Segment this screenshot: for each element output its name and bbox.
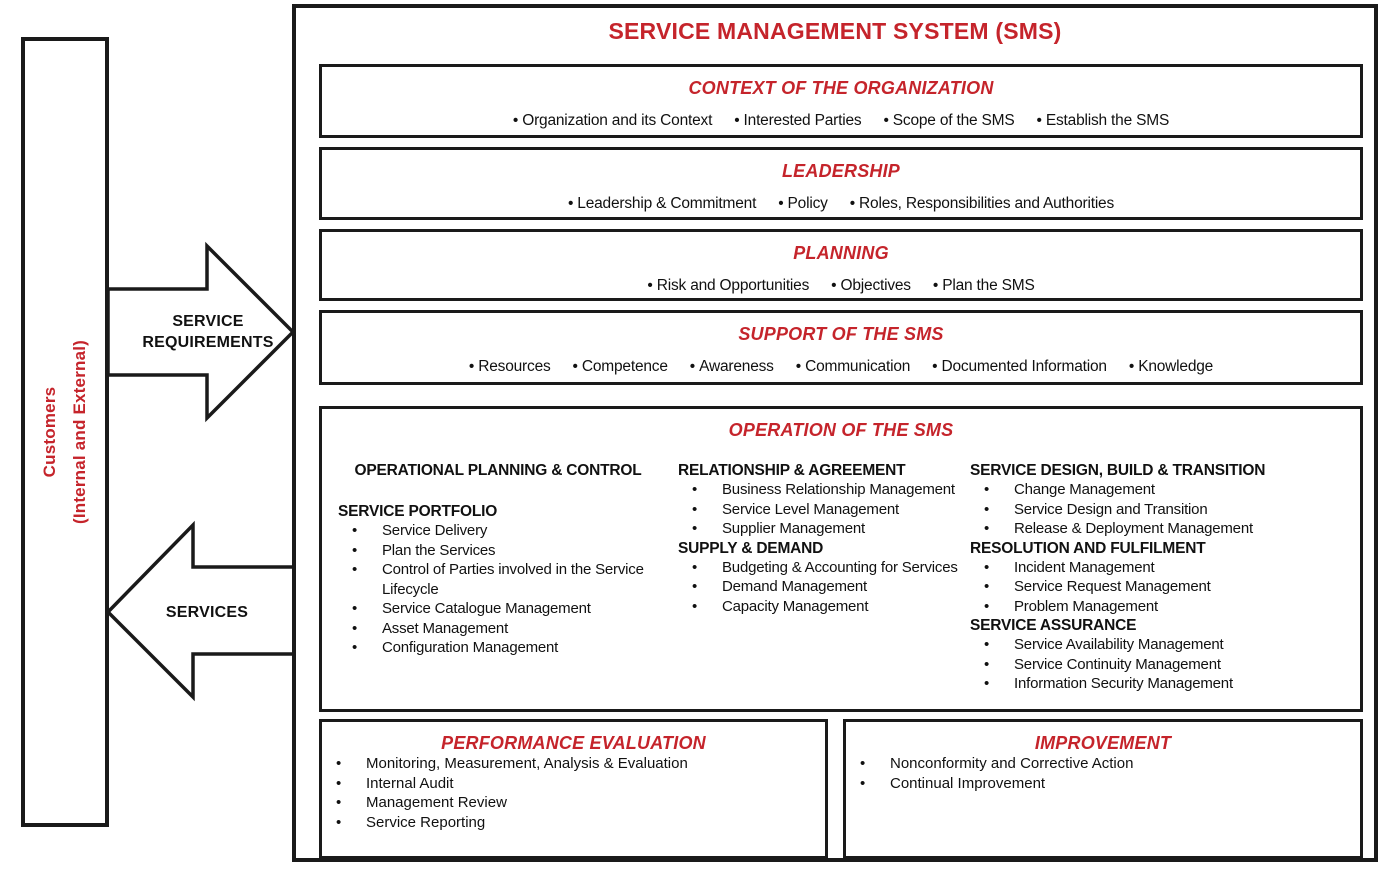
bullet-item: • Scope of the SMS xyxy=(883,112,1014,130)
section-planning-title: PLANNING xyxy=(793,243,889,263)
list-item: • Service Reporting xyxy=(322,813,825,833)
section-context-items xyxy=(322,112,1360,130)
list-item: • Nonconformity and Corrective Action xyxy=(846,754,1360,774)
list-item: • Service Delivery xyxy=(338,521,678,541)
list-item: • Service Availability Management xyxy=(970,635,1350,655)
list-item: • Monitoring, Measurement, Analysis & Evaluation xyxy=(322,754,825,774)
services-label xyxy=(127,602,287,623)
group-heading-relationship-agreement: RELATIONSHIP & AGREEMENT xyxy=(678,462,906,479)
bullet-item: • Awareness xyxy=(690,358,774,376)
section-context xyxy=(319,64,1363,138)
bullet-item: • Roles, Responsibilities and Authorities xyxy=(850,195,1114,213)
list-item: • Business Relationship Management xyxy=(678,480,970,500)
bullet-item: • Competence xyxy=(573,358,668,376)
service-design-list xyxy=(970,480,1350,539)
list-item: • Release & Deployment Management xyxy=(970,519,1350,539)
spacer xyxy=(338,480,678,502)
list-item: • Incident Management xyxy=(970,558,1350,578)
section-support xyxy=(319,310,1363,385)
section-improvement-title: IMPROVEMENT xyxy=(1034,733,1172,753)
list-item: • Change Management xyxy=(970,480,1350,500)
bullet-item: • Organization and its Context xyxy=(513,112,712,130)
group-heading-resolution-fulfilment: RESOLUTION AND FULFILMENT xyxy=(970,539,1206,557)
bullet-item: • Establish the SMS xyxy=(1037,112,1170,130)
list-item: • Service Catalogue Management xyxy=(338,599,678,619)
customers-label xyxy=(35,340,95,524)
section-improvement xyxy=(843,719,1363,859)
section-operation xyxy=(319,406,1363,712)
bullet-item: • Documented Information xyxy=(932,358,1107,376)
list-item: • Continual Improvement xyxy=(846,774,1360,794)
list-item: • Service Request Management xyxy=(970,577,1350,597)
relationship-agreement-list xyxy=(678,480,970,539)
list-item: • Demand Management xyxy=(678,577,970,597)
group-heading-operational-planning-control: OPERATIONAL PLANNING & CONTROL xyxy=(354,462,642,479)
section-performance-title: PERFORMANCE EVALUATION xyxy=(441,733,706,753)
service-requirements-line1: SERVICE xyxy=(172,313,244,330)
list-item: • Service Continuity Management xyxy=(970,655,1350,675)
bullet-item: • Communication xyxy=(796,358,910,376)
section-planning-items xyxy=(322,277,1360,295)
section-performance-evaluation xyxy=(319,719,828,859)
operation-columns xyxy=(322,441,1360,694)
operation-column-1 xyxy=(338,461,678,694)
group-heading-supply-demand: SUPPLY & DEMAND xyxy=(678,539,824,557)
bullet-item: • Interested Parties xyxy=(734,112,861,130)
service-assurance-list xyxy=(970,635,1350,694)
bullet-item: • Plan the SMS xyxy=(933,277,1035,295)
section-support-title: SUPPORT OF THE SMS xyxy=(738,324,944,344)
bullet-item: • Risk and Opportunities xyxy=(647,277,809,295)
sms-main-box xyxy=(292,4,1378,862)
list-item: • Asset Management xyxy=(338,619,678,639)
bullet-item: • Leadership & Commitment xyxy=(568,195,756,213)
section-operation-title: OPERATION OF THE SMS xyxy=(728,420,954,440)
list-item: • Supplier Management xyxy=(678,519,970,539)
section-planning xyxy=(319,229,1363,301)
list-item: • Problem Management xyxy=(970,597,1350,617)
section-leadership-items xyxy=(322,195,1360,213)
list-item: • Internal Audit xyxy=(322,774,825,794)
bullet-item: • Policy xyxy=(778,195,828,213)
service-requirements-label xyxy=(118,311,298,353)
group-heading-service-assurance: SERVICE ASSURANCE xyxy=(970,617,1137,634)
customers-line2: (Internal and External) xyxy=(70,339,89,525)
section-support-items xyxy=(322,358,1360,376)
performance-list xyxy=(322,754,825,832)
bullet-item: • Resources xyxy=(469,358,551,376)
resolution-fulfilment-list xyxy=(970,558,1350,617)
service-portfolio-list xyxy=(338,521,678,658)
list-item: • Plan the Services xyxy=(338,541,678,561)
group-heading-service-design-build-transition: SERVICE DESIGN, BUILD & TRANSITION xyxy=(970,462,1266,479)
section-leadership-title: LEADERSHIP xyxy=(781,161,900,181)
list-item: • Capacity Management xyxy=(678,597,970,617)
customers-line1: Customers xyxy=(40,386,59,478)
section-context-title: CONTEXT OF THE ORGANIZATION xyxy=(688,78,994,98)
customers-box xyxy=(21,37,109,827)
supply-demand-list xyxy=(678,558,970,617)
bullet-item: • Knowledge xyxy=(1129,358,1213,376)
list-item: • Management Review xyxy=(322,793,825,813)
list-item: • Information Security Management xyxy=(970,674,1350,694)
services-text: SERVICES xyxy=(165,604,249,621)
group-heading-service-portfolio: SERVICE PORTFOLIO xyxy=(338,503,498,520)
improvement-list xyxy=(846,754,1360,793)
list-item: • Budgeting & Accounting for Services xyxy=(678,558,970,578)
operation-column-2 xyxy=(678,461,970,694)
list-item: • Service Level Management xyxy=(678,500,970,520)
section-leadership xyxy=(319,147,1363,220)
service-requirements-line2: REQUIREMENTS xyxy=(142,334,274,351)
list-item: • Control of Parties involved in the Service Lifecycle xyxy=(338,560,678,599)
bullet-item: • Objectives xyxy=(831,277,911,295)
list-item: • Configuration Management xyxy=(338,638,678,658)
sms-title: SERVICE MANAGEMENT SYSTEM (SMS) xyxy=(608,18,1062,44)
operation-column-3 xyxy=(970,461,1350,694)
list-item: • Service Design and Transition xyxy=(970,500,1350,520)
